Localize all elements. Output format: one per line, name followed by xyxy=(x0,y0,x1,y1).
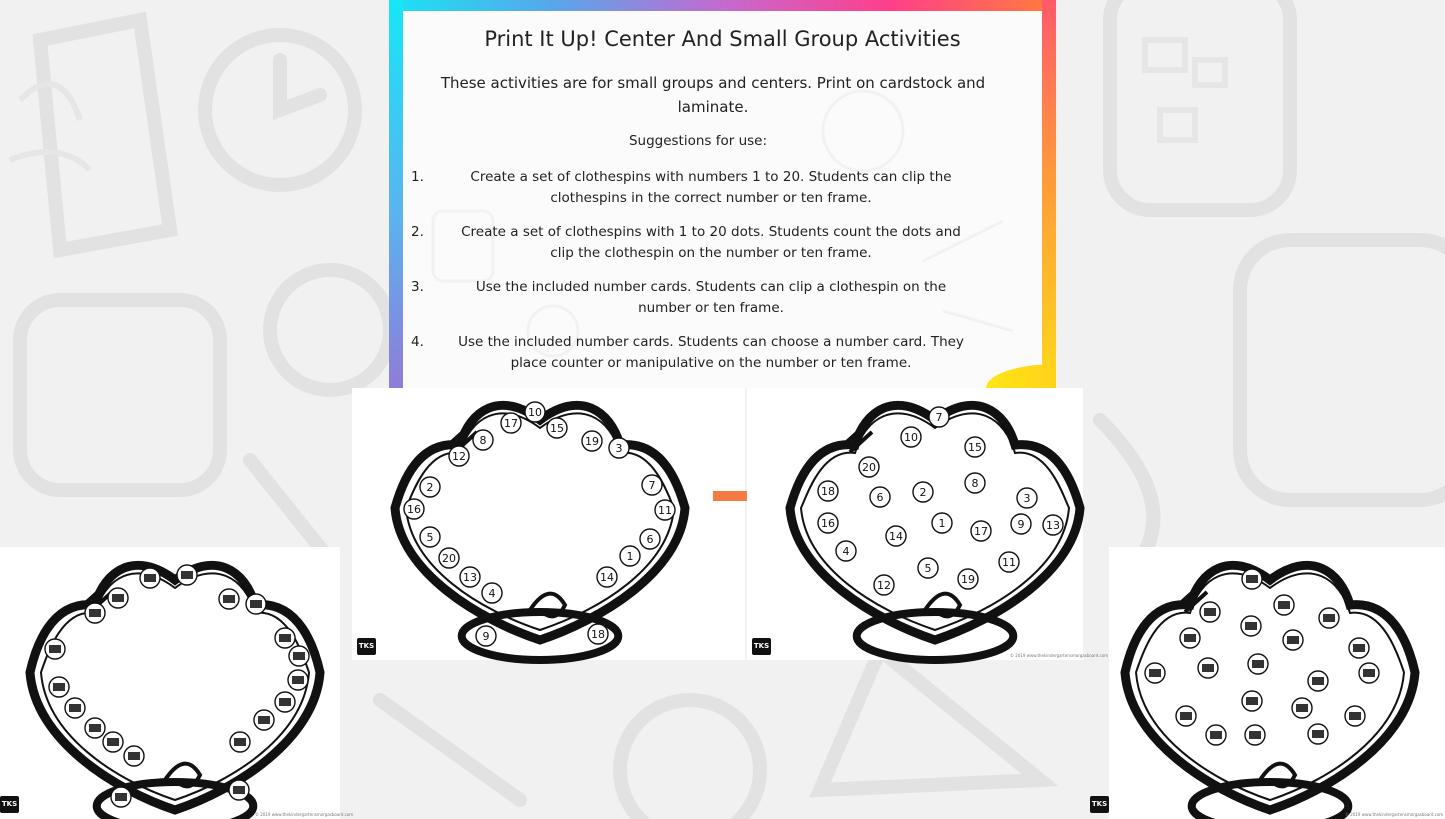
number-circle xyxy=(588,624,608,644)
number-label: 2 xyxy=(426,481,434,494)
number-label: 18 xyxy=(591,628,605,641)
ten-frame-circle xyxy=(111,787,131,807)
number-circle xyxy=(473,430,493,450)
ten-frame-circle xyxy=(177,565,197,585)
number-circle xyxy=(901,427,921,447)
ten-frame-circle xyxy=(1180,628,1200,648)
number-label: 3 xyxy=(1023,492,1031,505)
tks-logo: TKS xyxy=(1090,796,1109,813)
ten-frame-circle xyxy=(289,646,309,666)
suggestion-number: 1. xyxy=(411,169,424,185)
number-label: 8 xyxy=(479,434,487,447)
number-circle xyxy=(404,499,424,519)
ten-frame-circle xyxy=(1206,725,1226,745)
suggestion-text: Use the included number cards. Students can choose a number card. They place counter or manipulative on the number or ten frame. xyxy=(458,334,964,371)
number-label: 14 xyxy=(600,571,614,584)
shell-outline xyxy=(30,565,320,810)
number-label: 10 xyxy=(528,406,542,419)
number-label: 9 xyxy=(1017,518,1025,531)
number-circle xyxy=(965,473,985,493)
number-circle xyxy=(1011,514,1031,534)
number-circle xyxy=(971,521,991,541)
number-circle xyxy=(958,569,978,589)
card-intro: These activities are for small groups and centers. Print on cardstock and laminate. xyxy=(440,74,986,116)
number-label: 19 xyxy=(585,435,599,448)
number-label: 1 xyxy=(938,517,946,530)
number-label: 5 xyxy=(924,562,932,575)
number-circle xyxy=(501,413,521,433)
number-circle xyxy=(932,513,952,533)
number-circle xyxy=(818,481,838,501)
number-circle xyxy=(476,626,496,646)
ten-frame-circle xyxy=(45,639,65,659)
ten-frame-circle xyxy=(85,603,105,623)
number-label: 17 xyxy=(974,525,988,538)
ten-frame-circle xyxy=(124,746,144,766)
copyright-text: © 2019 www.thekindergartensmorgasboard.com xyxy=(1345,812,1444,817)
number-label: 7 xyxy=(648,479,656,492)
suggestion-number: 2. xyxy=(411,224,424,240)
tks-logo: TKS xyxy=(0,796,19,813)
ten-frame-circle xyxy=(1242,569,1262,589)
ten-frame-circle xyxy=(108,588,128,608)
ten-frame-circle xyxy=(254,710,274,730)
ten-frame-circle xyxy=(1345,706,1365,726)
ten-frame-circle xyxy=(275,692,295,712)
number-label: 15 xyxy=(968,441,982,454)
ten-frame-circle xyxy=(140,568,160,588)
ten-frame-circle xyxy=(229,780,249,800)
number-circle xyxy=(609,438,629,458)
number-label: 4 xyxy=(488,587,496,600)
number-label: 10 xyxy=(904,431,918,444)
number-label: 17 xyxy=(504,417,518,430)
number-circle xyxy=(482,583,502,603)
number-label: 16 xyxy=(821,517,835,530)
number-label: 14 xyxy=(889,530,903,543)
number-label: 4 xyxy=(842,545,850,558)
ten-frame-circle xyxy=(1308,724,1328,744)
suggestion-text: Create a set of clothespins with 1 to 20 dots. Students count the dots and clip the clothespin on the number or ten frame. xyxy=(461,224,961,261)
number-label: 1 xyxy=(626,550,634,563)
suggestion-text: Use the included number cards. Students can clip a clothespin on the number or ten frame. xyxy=(475,279,947,316)
number-circle xyxy=(1043,515,1063,535)
number-label: 13 xyxy=(463,571,477,584)
copyright-text: © 2019 www.thekindergartensmorgasboard.com xyxy=(1010,653,1109,658)
shell-outline xyxy=(1125,565,1415,810)
minus-divider xyxy=(713,491,747,501)
ten-frame-circle xyxy=(1200,602,1220,622)
ten-frame-circle xyxy=(85,718,105,738)
number-label: 13 xyxy=(1046,519,1060,532)
number-label: 20 xyxy=(862,461,876,474)
number-label: 19 xyxy=(961,573,975,586)
number-label: 6 xyxy=(646,533,654,546)
ten-frame-circle xyxy=(1245,725,1265,745)
suggestion-text: Create a set of clothespins with numbers 1 to 20. Students can clip the clothespins in the correct number or ten frame. xyxy=(470,169,952,206)
number-circle xyxy=(449,446,469,466)
ten-frame-circle xyxy=(1274,595,1294,615)
number-circle xyxy=(420,527,440,547)
number-circle xyxy=(886,526,906,546)
ten-frame-circle xyxy=(1145,663,1165,683)
ten-frame-circle xyxy=(1176,706,1196,726)
number-label: 9 xyxy=(482,630,490,643)
number-circle xyxy=(620,546,640,566)
number-circle xyxy=(547,418,567,438)
number-circle xyxy=(525,402,545,422)
number-circle xyxy=(913,482,933,502)
ten-frame-circle xyxy=(1198,658,1218,678)
ten-frame-circle xyxy=(1359,663,1379,683)
number-label: 18 xyxy=(821,485,835,498)
number-label: 11 xyxy=(658,504,672,517)
ten-frame-circle xyxy=(1349,638,1369,658)
shell-outline xyxy=(395,405,685,640)
ten-frame-circle xyxy=(219,589,239,609)
number-circle xyxy=(965,437,985,457)
number-circle xyxy=(439,548,459,568)
number-label: 16 xyxy=(407,503,421,516)
number-circle xyxy=(460,567,480,587)
ten-frame-circle xyxy=(230,732,250,752)
number-label: 8 xyxy=(971,477,979,490)
number-circle xyxy=(597,567,617,587)
number-label: 20 xyxy=(442,552,456,565)
number-circle xyxy=(420,477,440,497)
number-label: 6 xyxy=(876,491,884,504)
ten-frame-circle xyxy=(49,677,69,697)
number-circle xyxy=(642,475,662,495)
ten-frame-circle xyxy=(1248,654,1268,674)
number-circle xyxy=(870,487,890,507)
ten-frame-circle xyxy=(246,594,266,614)
ten-frame-circle xyxy=(1241,616,1261,636)
number-label: 12 xyxy=(452,450,466,463)
number-circle xyxy=(818,513,838,533)
number-circle xyxy=(874,575,894,595)
copyright-text: © 2019 www.thekindergartensmorgasboard.com xyxy=(255,812,354,817)
tks-logo: TKS xyxy=(752,638,771,655)
number-circle xyxy=(640,529,660,549)
number-circle xyxy=(582,431,602,451)
number-circle xyxy=(836,541,856,561)
number-label: 5 xyxy=(426,531,434,544)
number-circle xyxy=(999,552,1019,572)
ten-frame-circle xyxy=(1319,608,1339,628)
card-title: Print It Up! Center And Small Group Activities xyxy=(484,27,961,51)
number-circle xyxy=(918,558,938,578)
number-circle xyxy=(1017,488,1037,508)
ten-frame-circle xyxy=(275,628,295,648)
number-label: 7 xyxy=(935,411,943,424)
ten-frame-circle xyxy=(1283,630,1303,650)
number-circle xyxy=(655,500,675,520)
number-label: 12 xyxy=(877,579,891,592)
number-label: 2 xyxy=(919,486,927,499)
ten-frame-circle xyxy=(288,670,308,690)
number-circle xyxy=(859,457,879,477)
suggestion-number: 3. xyxy=(411,279,424,295)
ten-frame-circle xyxy=(1292,698,1312,718)
number-label: 11 xyxy=(1002,556,1016,569)
ten-frame-circle xyxy=(1308,671,1328,691)
suggestions-label: Suggestions for use: xyxy=(628,133,768,149)
tks-logo: TKS xyxy=(357,638,376,655)
ten-frame-circle xyxy=(65,698,85,718)
number-circle xyxy=(929,407,949,427)
ten-frame-circle xyxy=(103,732,123,752)
number-label: 3 xyxy=(615,442,623,455)
number-label: 15 xyxy=(550,422,564,435)
ten-frame-circle xyxy=(1242,691,1262,711)
suggestion-number: 4. xyxy=(411,334,424,350)
